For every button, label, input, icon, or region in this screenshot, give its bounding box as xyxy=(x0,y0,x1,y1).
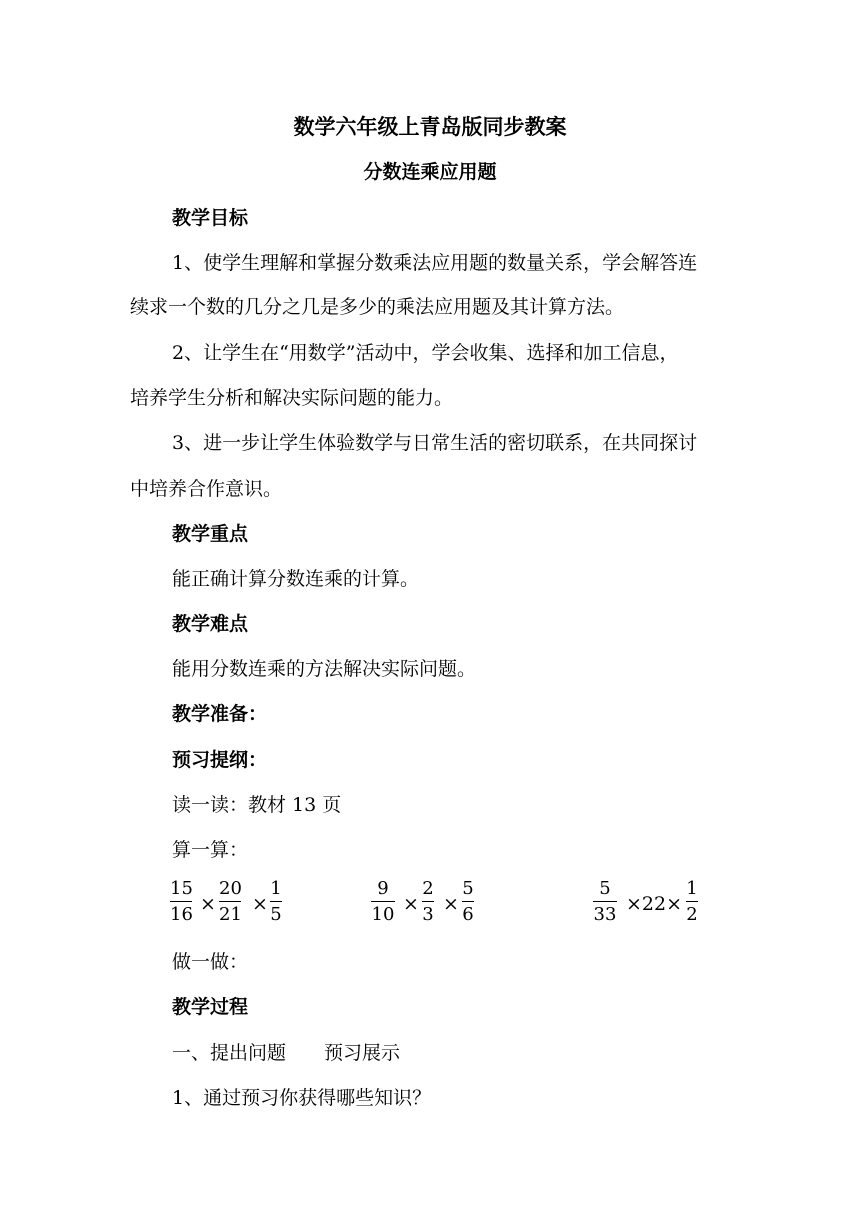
difficulty-text: 能用分数连乘的方法解决实际问题。 xyxy=(172,658,477,680)
expr2-f1-numerator: 9 xyxy=(377,878,389,899)
expr1-f3-denominator: 5 xyxy=(270,904,282,925)
expr1-fraction-3 xyxy=(270,879,282,925)
section-1-heading: 一、提出问题 预习展示 xyxy=(172,1042,401,1064)
key-points-heading: 教学重点 xyxy=(172,523,249,545)
fraction-bar xyxy=(593,901,617,902)
objective-1-line-1: 1、使学生理解和掌握分数乘法应用题的数量关系，学会解答连 xyxy=(172,252,698,274)
expr3-fraction-1 xyxy=(593,879,617,925)
read-line: 读一读：教材 13 页 xyxy=(172,794,342,816)
objective-3-line-2: 中培养合作意识。 xyxy=(130,478,283,500)
document-title: 数学六年级上青岛版同步教案 xyxy=(293,114,567,139)
expr2-f3-numerator: 5 xyxy=(462,878,474,899)
key-points-text: 能正确计算分数连乘的计算。 xyxy=(172,568,420,590)
expr1-f2-numerator: 20 xyxy=(219,878,242,899)
fraction-bar xyxy=(462,901,474,902)
fraction-bar xyxy=(219,901,241,902)
expr1-f1-denominator: 16 xyxy=(170,904,193,925)
do-line: 做一做： xyxy=(172,951,249,973)
expr3-f2-numerator: 1 xyxy=(686,878,698,899)
fraction-bar xyxy=(686,901,698,902)
expr2-fraction-1 xyxy=(371,879,395,925)
expr2-operator-1: × xyxy=(403,893,419,915)
preview-heading: 预习提纲： xyxy=(172,749,268,771)
expr3-fraction-2 xyxy=(686,879,698,925)
expr1-operator-1: × xyxy=(200,893,216,915)
question-1: 1、通过预习你获得哪些知识？ xyxy=(172,1087,432,1109)
expr2-f2-numerator: 2 xyxy=(422,878,434,899)
difficulty-heading: 教学难点 xyxy=(172,613,249,635)
expr2-f2-denominator: 3 xyxy=(422,904,434,925)
expr1-f3-numerator: 1 xyxy=(270,878,282,899)
expr1-f1-numerator: 15 xyxy=(170,878,193,899)
expr2-fraction-3 xyxy=(462,879,474,925)
objectives-heading: 教学目标 xyxy=(172,207,249,229)
expr1-operator-2: × xyxy=(252,893,268,915)
expr2-f1-denominator: 10 xyxy=(371,904,395,925)
fraction-bar xyxy=(170,901,192,902)
expr1-f2-denominator: 21 xyxy=(219,904,242,925)
expr2-operator-2: × xyxy=(443,893,459,915)
expr3-f1-numerator: 5 xyxy=(599,878,611,899)
objective-2-line-2: 培养学生分析和解决实际问题的能力。 xyxy=(130,387,454,409)
preparation-heading: 教学准备： xyxy=(172,703,268,725)
expr3-operator: ×22× xyxy=(626,893,683,915)
objective-1-line-2: 续求一个数的几分之几是多少的乘法应用题及其计算方法。 xyxy=(130,296,625,318)
expr2-f3-denominator: 6 xyxy=(462,904,474,925)
fraction-bar xyxy=(422,901,434,902)
fraction-bar xyxy=(270,901,282,902)
process-heading: 教学过程 xyxy=(172,996,249,1018)
fraction-bar xyxy=(371,901,395,902)
expr2-fraction-2 xyxy=(422,879,434,925)
expr1-fraction-1 xyxy=(170,879,192,925)
document-subtitle: 分数连乘应用题 xyxy=(363,161,497,183)
calc-line: 算一算： xyxy=(172,839,249,861)
expr3-f2-denominator: 2 xyxy=(686,904,698,925)
expr1-fraction-2 xyxy=(219,879,241,925)
objective-3-line-1: 3、进一步让学生体验数学与日常生活的密切联系，在共同探讨 xyxy=(172,432,698,454)
objective-2-line-1: 2、让学生在“用数学”活动中，学会收集、选择和加工信息， xyxy=(172,342,679,364)
expr3-f1-denominator: 33 xyxy=(593,904,617,925)
